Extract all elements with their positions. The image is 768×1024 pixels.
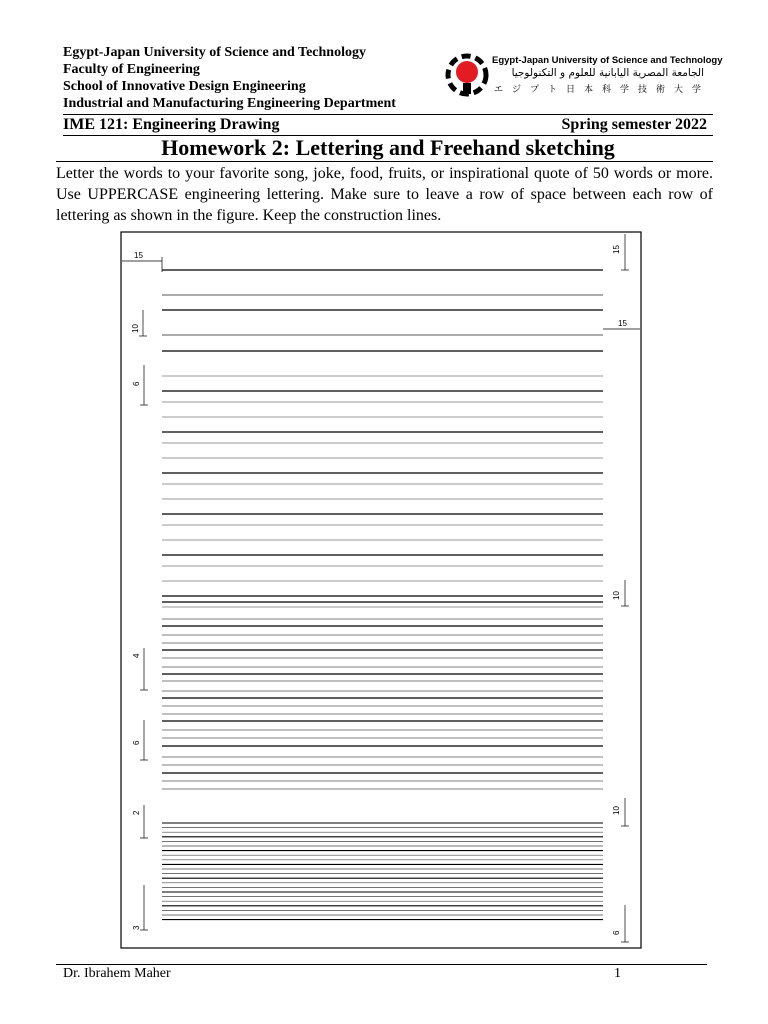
header-line: Faculty of Engineering <box>63 62 200 77</box>
emblem-icon <box>448 56 486 94</box>
dimension-label: 3 <box>132 925 141 930</box>
instructions-text: Letter the words to your favorite song, joke, food, fruits, or inspirational quote of 50 words or more. Use UPPERCASE engineering lettering. Make sure to leave a row of space between each row of lettering as shown in the figure. Keep the construction lines. <box>56 165 713 224</box>
title-divider <box>56 161 713 162</box>
dimension-label: 2 <box>132 810 141 815</box>
header-line: Industrial and Manufacturing Engineering Department <box>63 96 396 111</box>
dimension-label: 6 <box>612 930 621 935</box>
course-bar <box>63 114 713 136</box>
dimension-label: 10 <box>612 806 621 815</box>
dimension-label: 15 <box>612 245 621 254</box>
page-number: 1 <box>614 966 621 981</box>
course-name: IME 121: Engineering Drawing <box>63 116 280 133</box>
header-line: School of Innovative Design Engineering <box>63 79 306 94</box>
dimension-label: 10 <box>131 324 140 333</box>
dimension-label: 4 <box>132 653 141 658</box>
logo-english-text: Egypt-Japan University of Science and Technology <box>492 55 723 66</box>
dimension-label: 15 <box>618 319 627 328</box>
dimension-label: 6 <box>132 740 141 745</box>
university-header <box>63 44 443 112</box>
footer-divider <box>56 964 707 965</box>
page-title: Homework 2: Lettering and Freehand sketching <box>161 135 615 160</box>
semester: Spring semester 2022 <box>561 116 707 133</box>
frame-border <box>121 232 641 948</box>
logo-japanese-text: エジプト日本科学技術大学 <box>494 85 711 95</box>
dimension-label: 15 <box>134 251 143 260</box>
dimension-label: 10 <box>612 591 621 600</box>
footer-author: Dr. Ibrahem Maher <box>63 966 171 981</box>
header-line: Egypt-Japan University of Science and Technology <box>63 45 366 60</box>
dimension-label: 6 <box>132 381 141 386</box>
lettering-guide-figure <box>120 230 643 950</box>
logo-arabic-text: الجامعة المصرية اليابانية للعلوم و التكنولوجيا <box>511 67 704 79</box>
